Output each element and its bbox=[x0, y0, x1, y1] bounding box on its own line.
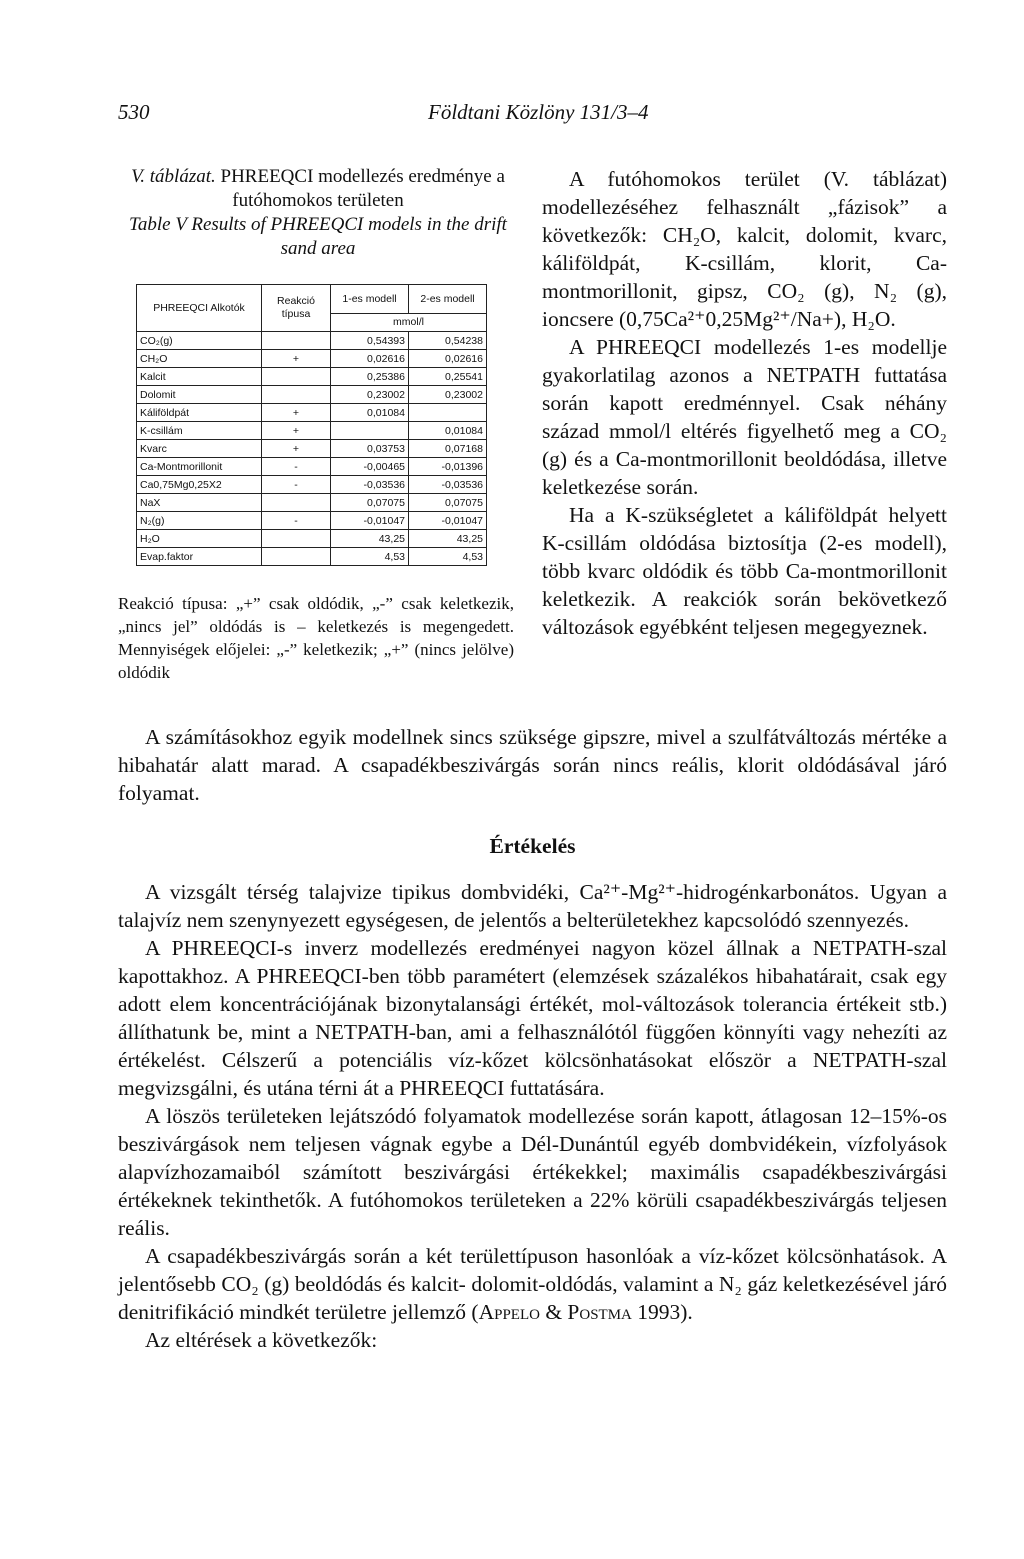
table-notes: Reakció típusa: „+” csak oldódik, „-” csak keletkezik, „nincs jel” oldódás is – keletkezés is megengedett. Mennyiségek előjelei: „-” keletkezik; „+” (nincs jelölve) oldódik bbox=[118, 594, 514, 682]
col-header-model1: 1-es modell bbox=[331, 285, 409, 314]
paragraph: A számításokhoz egyik modellnek sincs szüksége gipszre, mivel a szulfátváltozás mértéke a hibahatár alatt marad. A csapadékbeszivárgás során nincs reális, klorit oldódásával járó folyamat. bbox=[118, 725, 947, 805]
cell-model2: 0,01084 bbox=[409, 422, 487, 440]
paragraph: Az eltérések a következők: bbox=[145, 1328, 378, 1352]
cell-model2: 0,54238 bbox=[409, 332, 487, 350]
paragraph: A PHREEQCI-s inverz modellezés eredményei nagyon közel állnak a NETPATH-szal kapottakhoz. A PHREEQCI-ben több paramétert (elemzések százalékos hibahatárait, csak egy adott elem koncentrációjának bizonytalansági értékét, mol-változások tolerancia értékeit stb.) állíthatunk be, mint a NETPATH-ban, ami a felhasználótól függően könnyíti vagy nehezíti az értékelést. Célszerű a potenciális víz-kőzet kölcsönhatásokat először a NETPATH-szal megvizsgálni, és utána térni át a PHREEQCI futtatására. bbox=[118, 936, 947, 1100]
text-block-upper bbox=[118, 723, 947, 807]
cell-reaction: - bbox=[262, 458, 331, 476]
cell-component: H₂O bbox=[137, 530, 262, 548]
cell-reaction bbox=[262, 386, 331, 404]
right-column bbox=[542, 165, 947, 641]
cell-model2 bbox=[409, 404, 487, 422]
cell-model1: -0,03536 bbox=[331, 476, 409, 494]
caption-hungarian bbox=[118, 165, 518, 213]
unit-header: mmol/l bbox=[331, 314, 487, 332]
section-title: Értékelés bbox=[489, 834, 576, 858]
paragraph: Ha a K-szükségletet a káliföldpát helyett K-csillám oldódása biztosítja (2-es modell), több kvarc oldódik és több Ca-montmorillonit keletkezik. A reakciók során bekövetkező változások egyébként teljesen megegyeznek. bbox=[542, 503, 947, 639]
results-table-wrapper bbox=[136, 284, 487, 566]
cell-model2: 43,25 bbox=[409, 530, 487, 548]
table-row bbox=[137, 458, 487, 476]
cell-model2: 0,23002 bbox=[409, 386, 487, 404]
cell-reaction bbox=[262, 368, 331, 386]
cell-model2: -0,01396 bbox=[409, 458, 487, 476]
table-row bbox=[137, 530, 487, 548]
cell-component: Káliföldpát bbox=[137, 404, 262, 422]
cell-component: K-csillám bbox=[137, 422, 262, 440]
cell-reaction: + bbox=[262, 440, 331, 458]
cell-reaction: + bbox=[262, 404, 331, 422]
cell-model2: -0,03536 bbox=[409, 476, 487, 494]
col-header-component: PHREEQCI Alkotók bbox=[137, 285, 262, 332]
citation-year: 1993). bbox=[631, 1300, 693, 1324]
cell-model1 bbox=[331, 422, 409, 440]
cell-model2: 4,53 bbox=[409, 548, 487, 566]
cell-component: Dolomit bbox=[137, 386, 262, 404]
cell-model1: 0,01084 bbox=[331, 404, 409, 422]
cell-component: CO₂(g) bbox=[137, 332, 262, 350]
table-row bbox=[137, 476, 487, 494]
table-row bbox=[137, 368, 487, 386]
cell-component: Kvarc bbox=[137, 440, 262, 458]
journal-title: Földtani Közlöny 131/3–4 bbox=[428, 100, 649, 124]
table-row bbox=[137, 548, 487, 566]
page-number: 530 bbox=[118, 100, 150, 124]
col-header-model2: 2-es modell bbox=[409, 285, 487, 314]
cell-model1: -0,01047 bbox=[331, 512, 409, 530]
cell-model1: -0,00465 bbox=[331, 458, 409, 476]
cell-reaction bbox=[262, 530, 331, 548]
cell-reaction bbox=[262, 548, 331, 566]
paragraph bbox=[118, 1242, 947, 1326]
cell-model1: 0,02616 bbox=[331, 350, 409, 368]
table-row bbox=[137, 440, 487, 458]
cell-model2: 0,07168 bbox=[409, 440, 487, 458]
cell-model1: 0,23002 bbox=[331, 386, 409, 404]
cell-reaction bbox=[262, 332, 331, 350]
cell-model1: 0,07075 bbox=[331, 494, 409, 512]
cell-reaction: - bbox=[262, 512, 331, 530]
cell-model2: 0,07075 bbox=[409, 494, 487, 512]
paragraph: A vizsgált térség talajvize tipikus dombvidéki, Ca²⁺-Mg²⁺-hidrogénkarbonátos. Ugyan a talajvíz nem szenynyezett egységesen, de jelentős a belterületekhez kapcsolódó szennyezés. bbox=[118, 880, 947, 932]
cell-model1: 43,25 bbox=[331, 530, 409, 548]
cell-component: Kalcit bbox=[137, 368, 262, 386]
cell-component: Evap.faktor bbox=[137, 548, 262, 566]
cell-model2: 0,25541 bbox=[409, 368, 487, 386]
cell-model1: 0,03753 bbox=[331, 440, 409, 458]
cell-component: N₂(g) bbox=[137, 512, 262, 530]
paragraph: A futóhomokos terület (V. táblázat) modellezéséhez felhasznált „fázisok” a következők: CH₂O, kalcit, dolomit, kvarc, káliföldpát, K-csillám, klorit, Ca-montmorillonit, gipsz, CO₂ (g), N₂ (g), ioncsere (0,75Ca²⁺0,25Mg²⁺/Na+), H₂O. bbox=[542, 167, 947, 331]
table-body bbox=[137, 332, 487, 566]
table-row bbox=[137, 512, 487, 530]
cell-component: Ca0,75Mg0,25X2 bbox=[137, 476, 262, 494]
caption-english: Table V Results of PHREEQCI models in the drift sand area bbox=[129, 214, 507, 259]
caption-label: V. táblázat. bbox=[131, 166, 216, 187]
cell-component: Ca-Montmorillonit bbox=[137, 458, 262, 476]
cell-reaction: - bbox=[262, 476, 331, 494]
cell-model1: 0,25386 bbox=[331, 368, 409, 386]
paragraph: A PHREEQCI modellezés 1-es modellje gyakorlatilag azonos a NETPATH futtatása során kapott eredménnyel. Csak néhány század mmol/l eltérés figyelhető meg a CO₂ (g) és a Ca-montmorillonit beoldódása, illetve keletkezése során. bbox=[542, 335, 947, 499]
cell-model2: 0,02616 bbox=[409, 350, 487, 368]
citation-authors: Appelo & Postma bbox=[478, 1300, 632, 1324]
paragraph-text: A csapadékbeszivárgás során a két területtípuson hasonlóak a víz-kőzet kölcsönhatások. A jelentősebb CO₂ (g) beoldódás és kalcit- dolomit-oldódás, valamint a N₂ gáz keletkezésével járó denitrifikáció mindkét területre jellemző ( bbox=[118, 1244, 947, 1324]
cell-model1: 0,54393 bbox=[331, 332, 409, 350]
col-header-reaction: Reakció típusa bbox=[262, 285, 331, 332]
cell-component: CH₂O bbox=[137, 350, 262, 368]
table-row bbox=[137, 386, 487, 404]
caption-hu-text: PHREEQCI modellezés eredménye a futóhomokos területen bbox=[220, 166, 505, 211]
results-table bbox=[136, 284, 487, 566]
table-row bbox=[137, 494, 487, 512]
table-row bbox=[137, 332, 487, 350]
table-row bbox=[137, 350, 487, 368]
cell-model2: -0,01047 bbox=[409, 512, 487, 530]
table-caption bbox=[118, 165, 518, 261]
cell-component: NaX bbox=[137, 494, 262, 512]
table-row bbox=[137, 404, 487, 422]
table-row bbox=[137, 422, 487, 440]
cell-reaction bbox=[262, 494, 331, 512]
cell-reaction: + bbox=[262, 350, 331, 368]
cell-model1: 4,53 bbox=[331, 548, 409, 566]
text-block-evaluation bbox=[118, 878, 947, 1354]
cell-reaction: + bbox=[262, 422, 331, 440]
paragraph: A löszös területeken lejátszódó folyamatok modellezése során kapott, átlagosan 12–15%-os beszivárgások nem teljesen vágnak egybe a Dél-Dunántúl egyéb dombvidékein, vízfolyások alapvízhozamaiból számított beszivárgási értékekkel; maximális csapadékbeszivárgási értékeknek tekinthetők. A futóhomokos területeken a 22% körüli csapadékbeszivárgás teljesen reális. bbox=[118, 1104, 947, 1240]
